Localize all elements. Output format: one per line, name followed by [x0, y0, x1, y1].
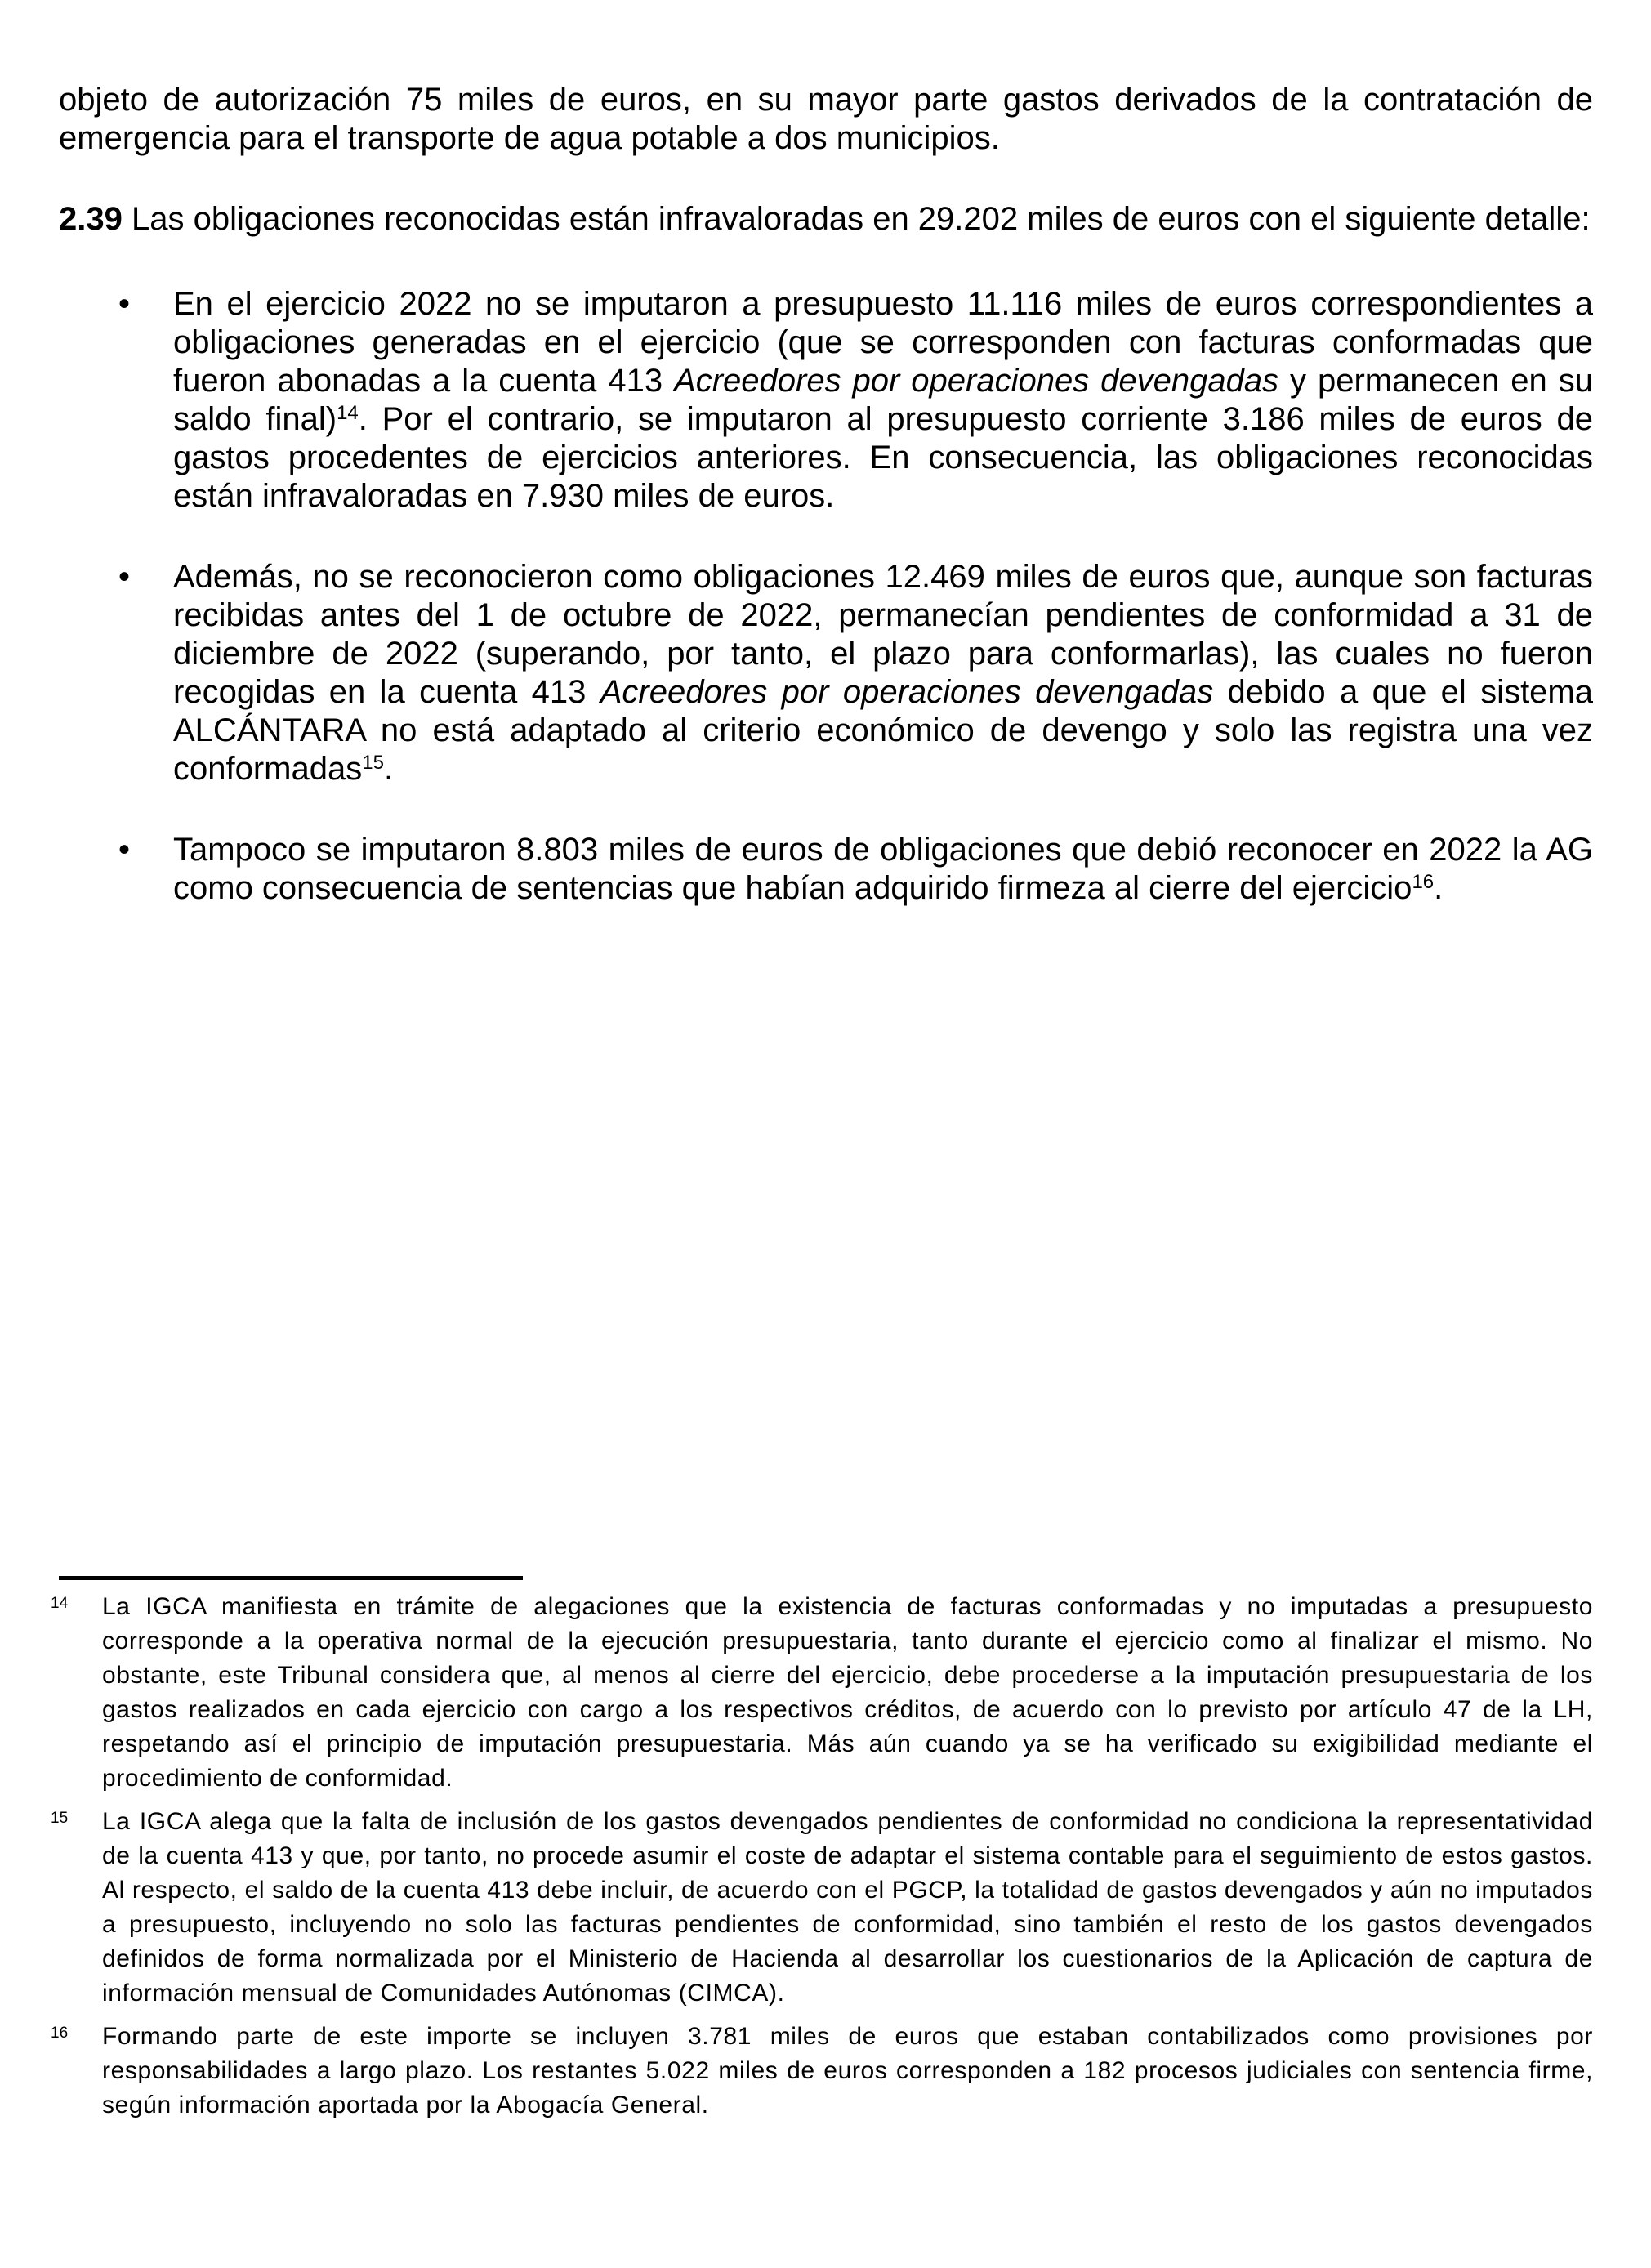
bullet-3-text-3: .	[1434, 870, 1444, 906]
bullet-icon: •	[118, 286, 131, 322]
bullet-item-3	[118, 831, 1593, 908]
bullet-list	[59, 285, 1593, 908]
footnote-ref-14: 14	[337, 402, 359, 424]
footnote-text: La IGCA alega que la falta de inclusión de los gastos devengados pendientes de conformidad no condiciona la representatividad de la cuenta 413 y que, por tanto, no procede asumir el coste de adaptar el sistema contable para el seguimiento de estos gastos. Al respecto, el saldo de la cuenta 413 debe incluir, de acuerdo con el PGCP, la totalidad de gastos devengados y aún no imputados a presupuesto, incluyendo no solo las facturas pendientes de conformidad, sino también el resto de los gastos devengados definidos de forma normalizada por el Ministerio de Hacienda al desarrollar los cuestionarios de la Aplicación de captura de información mensual de Comunidades Autónomas (CIMCA).	[102, 1808, 1593, 2007]
footnote-item-14	[51, 1590, 1593, 1796]
paragraph-number: 2.39	[59, 201, 123, 237]
footnote-separator	[59, 1576, 523, 1580]
intro-paragraph	[59, 81, 1593, 158]
italic-account-name: Acreedores por operaciones devengadas	[600, 674, 1214, 710]
bullet-1-text: En el ejercicio 2022 no se imputaron a presupuesto 11.116 miles de euros correspondientes a obligaciones generadas en el ejercicio (que se corresponden con facturas conformadas que fueron abonadas a la cuenta 413	[173, 286, 1593, 399]
footnote-text: Formando parte de este importe se incluyen 3.781 miles de euros que estaban contabilizados como provisiones por responsabilidades a largo plazo. Los restantes 5.022 miles de euros corresponden a 182 procesos judiciales con sentencia firme, según información aportada por la Abogacía General.	[102, 2023, 1593, 2118]
body-content	[0, 0, 1651, 908]
intro-paragraph-text: objeto de autorización 75 miles de euros, en su mayor parte gastos derivados de la contratación de emergencia para el transporte de agua potable a dos municipios.	[59, 82, 1593, 156]
footnote-ref-15: 15	[362, 752, 384, 774]
bullet-item-2	[118, 558, 1593, 788]
footnote-item-16	[51, 2020, 1593, 2123]
paragraph-text: Las obligaciones reconocidas están infravaloradas en 29.202 miles de euros con el siguiente detalle:	[122, 201, 1591, 237]
bullet-2-text: Además, no se reconocieron como obligaciones 12.469 miles de euros que, aunque son facturas recibidas antes del 1 de octubre de 2022, permanecían pendientes de conformidad a 31 de diciembre de 2022 (superando, por tanto, el plazo para conformarlas), las cuales no fueron recogidas en la cuenta 413	[173, 559, 1593, 710]
bullet-icon: •	[118, 559, 131, 595]
bullet-2-text-3: .	[383, 751, 394, 787]
footnote-number: 14	[51, 1595, 69, 1612]
italic-account-name: Acreedores por operaciones devengadas	[674, 363, 1279, 399]
footnote-text: La IGCA manifiesta en trámite de alegaciones que la existencia de facturas conformadas y no imputadas a presupuesto corresponde a la operativa normal de la ejecución presupuestaria, tanto durante el ejercicio como al finalizar el mismo. No obstante, este Tribunal considera que, al menos al cierre del ejercicio, debe procederse a la imputación presupuestaria de los gastos realizados en cada ejercicio con cargo a los respectivos créditos, de acuerdo con lo previsto por artículo 47 de la LH, respetando así el principio de imputación presupuestaria. Más aún cuando ya se ha verificado su exigibilidad mediante el procedimiento de conformidad.	[102, 1593, 1593, 1792]
bullet-icon: •	[118, 832, 131, 868]
footnotes-section	[51, 1576, 1593, 2123]
bullet-1-text-3: . Por el contrario, se imputaron al presupuesto corriente 3.186 miles de euros de gastos procedentes de ejercicios anteriores. En consecuencia, las obligaciones reconocidas están infravaloradas en 7.930 miles de euros.	[173, 401, 1594, 514]
bullet-item-1	[118, 285, 1594, 516]
bullet-2-text-2: debido a que el sistema ALCÁNTARA no está adaptado al criterio económico de devengo y solo las registra una vez conformadas	[173, 674, 1593, 787]
paragraph-2-39	[59, 200, 1593, 239]
footnote-number: 16	[51, 2025, 69, 2042]
footnote-item-15	[51, 1805, 1593, 2011]
bullet-1-text-2: y permanecen en su saldo final)	[173, 363, 1593, 437]
footnote-number: 15	[51, 1810, 69, 1827]
bullet-3-text: Tampoco se imputaron 8.803 miles de euros de obligaciones que debió reconocer en 2022 la AG como consecuencia de sentencias que habían adquirido firmeza al cierre del ejercicio	[173, 832, 1593, 906]
footnote-ref-16: 16	[1412, 871, 1435, 893]
